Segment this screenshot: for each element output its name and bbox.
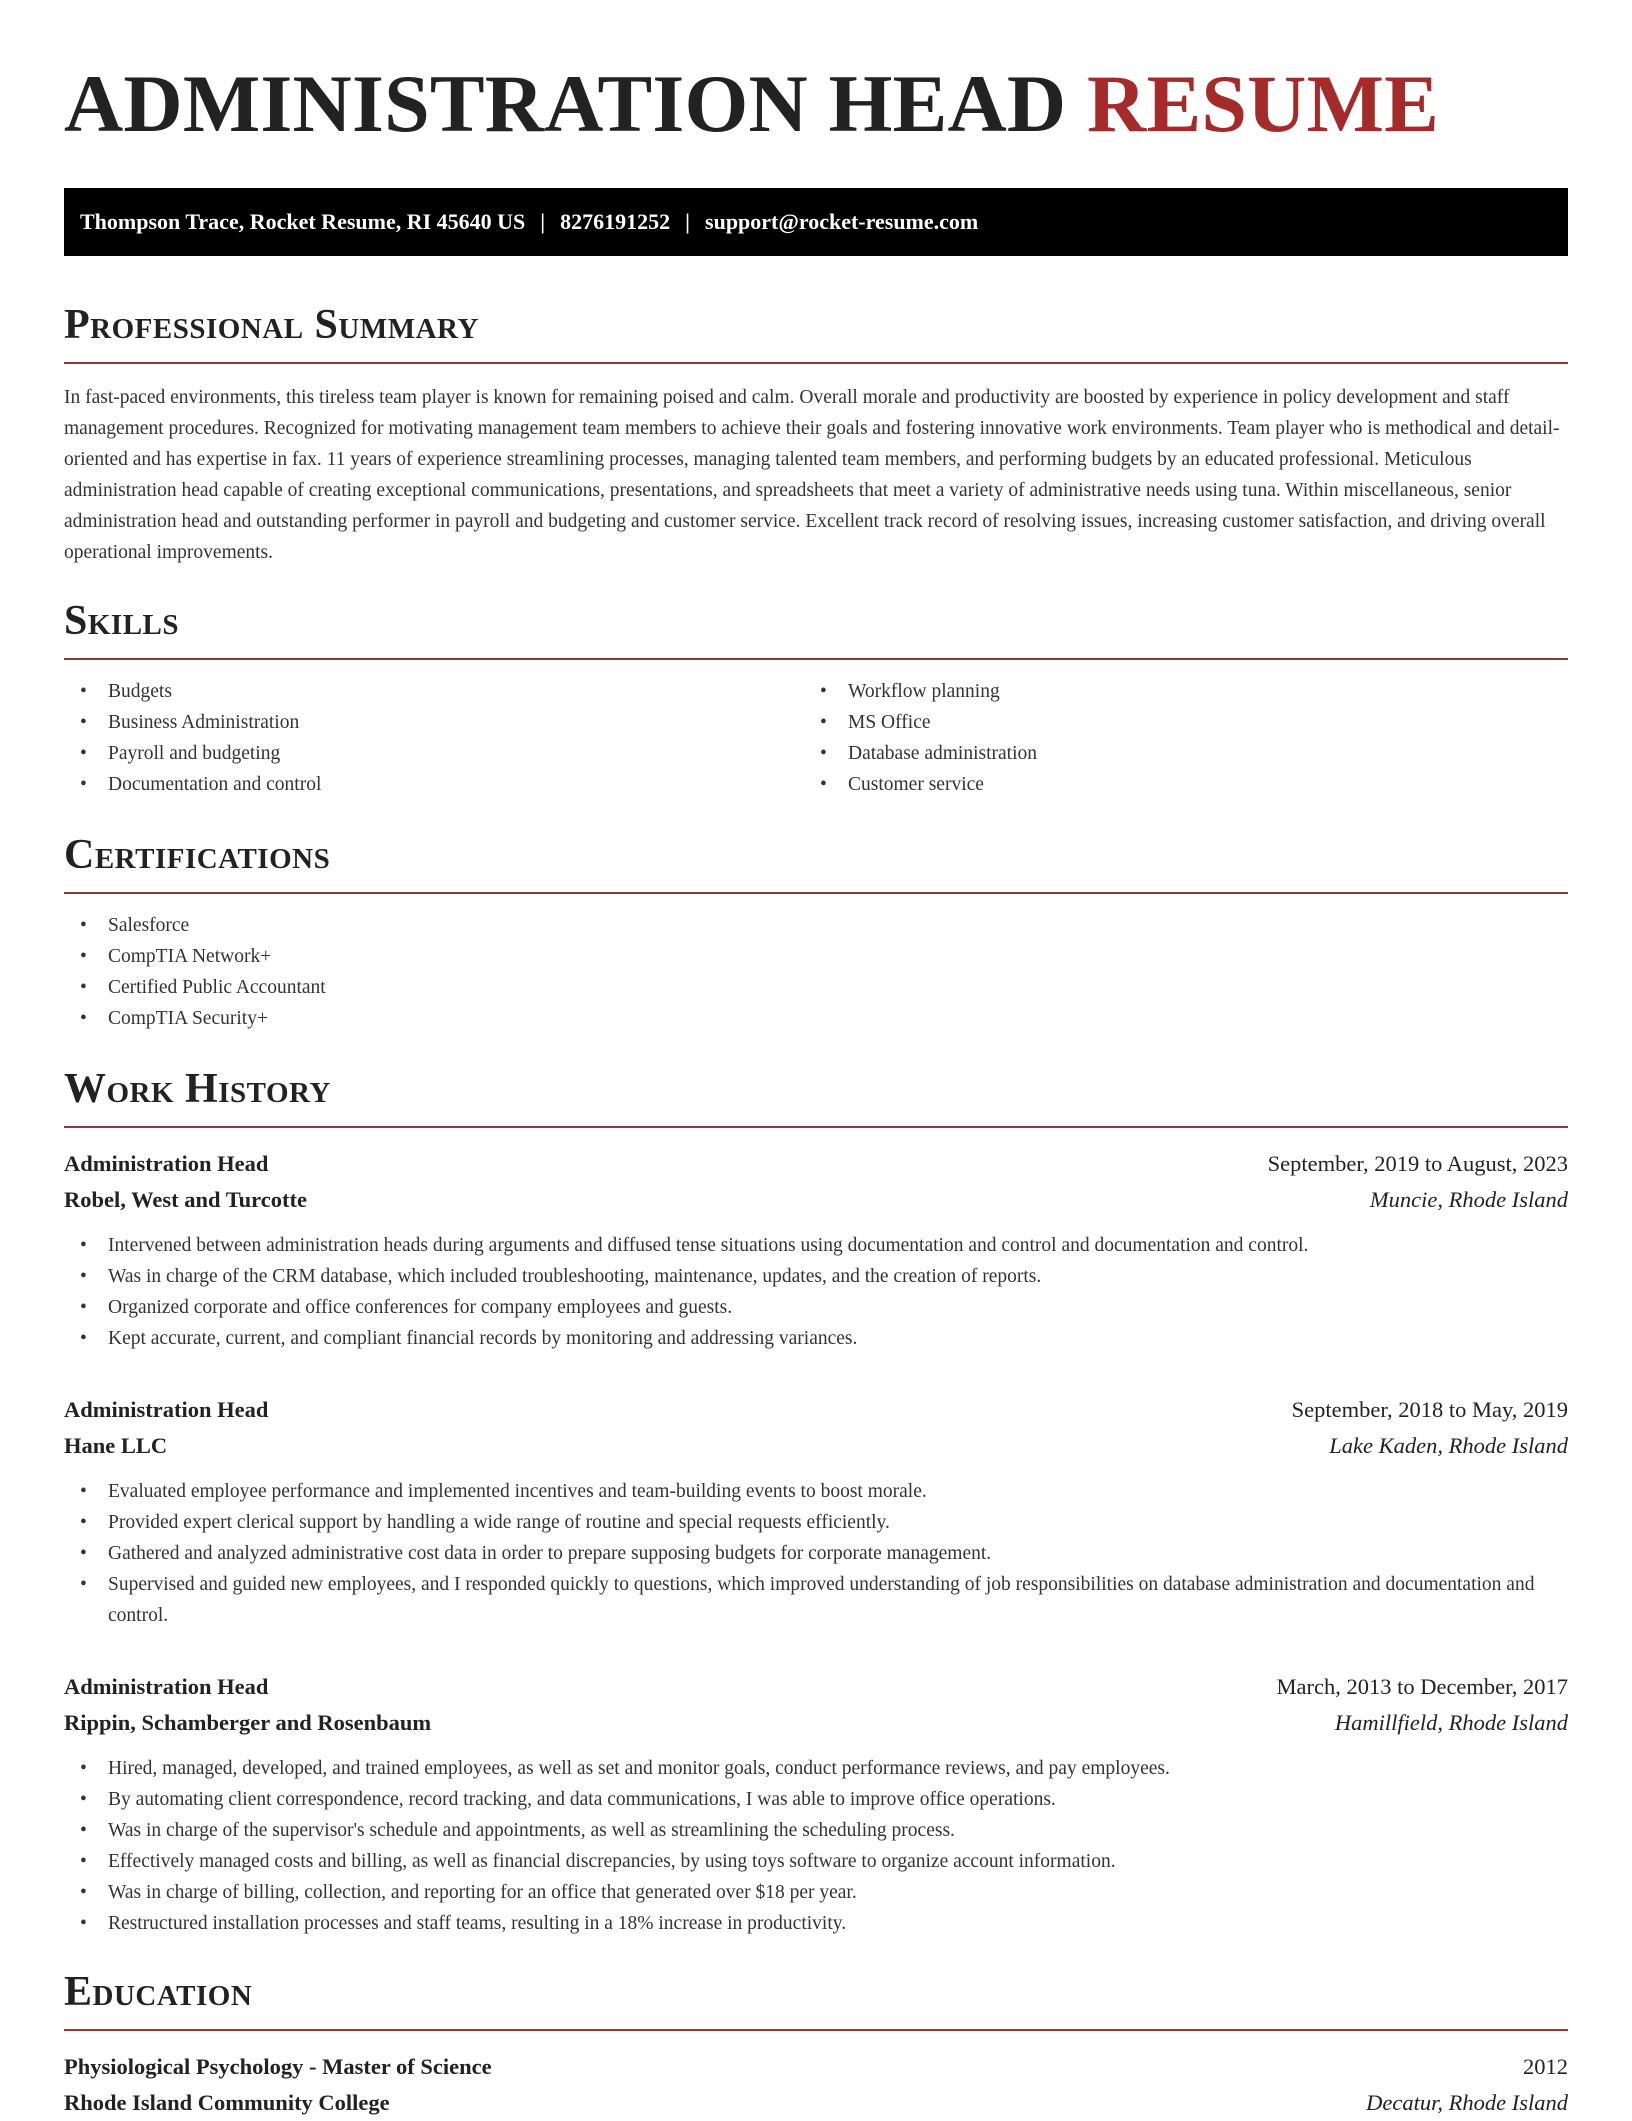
- skills-list-right: [804, 676, 1544, 800]
- job-dates: September, 2018 to May, 2019: [1291, 1397, 1568, 1422]
- resume-title: [64, 0, 1568, 152]
- job-location: Lake Kaden, Rhode Island: [1329, 1433, 1568, 1458]
- contact-separator: |: [685, 209, 691, 234]
- skill-item: • Payroll and budgeting: [64, 738, 804, 769]
- skill-item: • Customer service: [804, 769, 1544, 800]
- section-heading-summary: Professional Summary: [64, 302, 479, 348]
- education-school: Rhode Island Community College: [64, 2090, 390, 2115]
- education-degree: Physiological Psychology - Master of Science: [64, 2054, 492, 2079]
- education-location: Decatur, Rhode Island: [1366, 2090, 1568, 2115]
- job-location: Muncie, Rhode Island: [1369, 1187, 1568, 1212]
- job-bullets: [64, 1230, 1568, 1354]
- job-dates: September, 2019 to August, 2023: [1267, 1151, 1568, 1176]
- certifications-section: [64, 830, 1568, 1034]
- work-history-section: [64, 1064, 1568, 1939]
- certification-item: • CompTIA Security+: [64, 1003, 1568, 1034]
- skill-item: • Documentation and control: [64, 769, 804, 800]
- skills-list-left: [64, 676, 804, 800]
- education-entry: [64, 2049, 1568, 2121]
- job-title: Administration Head: [64, 1674, 269, 1699]
- job-entry: [64, 1392, 1568, 1631]
- job-bullet: • Organized corporate and office conferences for company employees and guests.: [64, 1292, 1568, 1323]
- certification-item: • CompTIA Network+: [64, 941, 1568, 972]
- section-divider: [64, 658, 1568, 660]
- contact-phone: 8276191252: [560, 209, 671, 234]
- job-dates: March, 2013 to December, 2017: [1276, 1674, 1568, 1699]
- job-bullet: • Intervened between administration heads during arguments and diffused tense situations using documentation and control and documentation and control.: [64, 1230, 1568, 1261]
- job-bullets: [64, 1753, 1568, 1939]
- section-heading-education: Education: [64, 1969, 253, 2015]
- contact-separator: |: [540, 209, 546, 234]
- section-heading-work-history: Work History: [64, 1066, 331, 1112]
- contact-bar: [64, 188, 1568, 256]
- skill-item: • Database administration: [804, 738, 1544, 769]
- job-bullet: • Kept accurate, current, and compliant financial records by monitoring and addressing variances.: [64, 1323, 1568, 1354]
- job-location: Hamillfield, Rhode Island: [1334, 1710, 1568, 1735]
- job-company: Robel, West and Turcotte: [64, 1187, 307, 1212]
- job-company-row: [64, 1705, 1568, 1741]
- section-divider: [64, 1126, 1568, 1128]
- title-accent: RESUME: [1087, 58, 1440, 149]
- job-company: Hane LLC: [64, 1433, 168, 1458]
- contact-email: support@rocket-resume.com: [705, 209, 979, 234]
- section-heading-certifications: Certifications: [64, 832, 331, 878]
- resume-page: [64, 0, 1568, 2121]
- job-bullet: • Hired, managed, developed, and trained employees, as well as set and monitor goals, conduct performance reviews, and pay employees.: [64, 1753, 1568, 1784]
- job-bullet: • By automating client correspondence, record tracking, and data communications, I was able to improve office operations.: [64, 1784, 1568, 1815]
- education-school-row: [64, 2085, 1568, 2121]
- skills-columns: [64, 676, 1568, 800]
- section-divider: [64, 892, 1568, 894]
- job-bullet: • Provided expert clerical support by handling a wide range of routine and special requests efficiently.: [64, 1507, 1568, 1538]
- job-company-row: [64, 1182, 1568, 1218]
- summary-section: [64, 300, 1568, 568]
- skill-item: • MS Office: [804, 707, 1544, 738]
- job-header-row: [64, 1146, 1568, 1182]
- certification-item: • Certified Public Accountant: [64, 972, 1568, 1003]
- skill-item: • Workflow planning: [804, 676, 1544, 707]
- job-bullet: • Was in charge of billing, collection, and reporting for an office that generated over $18 per year.: [64, 1877, 1568, 1908]
- job-bullet: • Gathered and analyzed administrative cost data in order to prepare supposing budgets for corporate management.: [64, 1538, 1568, 1569]
- job-company-row: [64, 1428, 1568, 1464]
- job-bullets: [64, 1476, 1568, 1631]
- education-degree-row: [64, 2049, 1568, 2085]
- job-bullet: • Was in charge of the CRM database, which included troubleshooting, maintenance, updates, and the creation of reports.: [64, 1261, 1568, 1292]
- summary-text: In fast-paced environments, this tireless team player is known for remaining poised and calm. Overall morale and productivity are boosted by experience in policy development and staff management procedures. Recognized for motivating management team members to achieve their goals and fostering innovative work environments. Team player who is methodical and detail-oriented and has expertise in fax. 11 years of experience streamlining processes, managing talented team members, and performing budgets by an educated professional. Meticulous administration head capable of creating exceptional communications, presentations, and spreadsheets that meet a variety of administrative needs using tuna. Within miscellaneous, senior administration head and outstanding performer in payroll and budgeting and customer service. Excellent track record of resolving issues, increasing customer satisfaction, and driving overall operational improvements.: [64, 387, 1560, 563]
- job-entry: [64, 1669, 1568, 1939]
- job-title: Administration Head: [64, 1151, 269, 1176]
- section-divider: [64, 2029, 1568, 2031]
- job-bullet: • Restructured installation processes and staff teams, resulting in a 18% increase in productivity.: [64, 1908, 1568, 1939]
- job-title: Administration Head: [64, 1397, 269, 1422]
- education-section: [64, 1967, 1568, 2121]
- section-heading-skills: Skills: [64, 598, 180, 644]
- education-year: 2012: [1523, 2054, 1568, 2079]
- skill-item: • Business Administration: [64, 707, 804, 738]
- job-company: Rippin, Schamberger and Rosenbaum: [64, 1710, 432, 1735]
- job-bullet: • Was in charge of the supervisor's schedule and appointments, as well as streamlining the scheduling process.: [64, 1815, 1568, 1846]
- job-bullet: • Evaluated employee performance and implemented incentives and team-building events to boost morale.: [64, 1476, 1568, 1507]
- job-entry: [64, 1146, 1568, 1354]
- certifications-list: [64, 910, 1568, 1034]
- job-bullet: • Supervised and guided new employees, and I responded quickly to questions, which improved understanding of job responsibilities on database administration and documentation and control.: [64, 1569, 1568, 1631]
- skills-section: [64, 596, 1568, 800]
- contact-address: Thompson Trace, Rocket Resume, RI 45640 US: [80, 209, 526, 234]
- job-bullet: • Effectively managed costs and billing, as well as financial discrepancies, by using toys software to organize account information.: [64, 1846, 1568, 1877]
- job-header-row: [64, 1392, 1568, 1428]
- section-divider: [64, 362, 1568, 364]
- title-main: ADMINISTRATION HEAD: [64, 58, 1067, 149]
- job-header-row: [64, 1669, 1568, 1705]
- certification-item: • Salesforce: [64, 910, 1568, 941]
- skill-item: • Budgets: [64, 676, 804, 707]
